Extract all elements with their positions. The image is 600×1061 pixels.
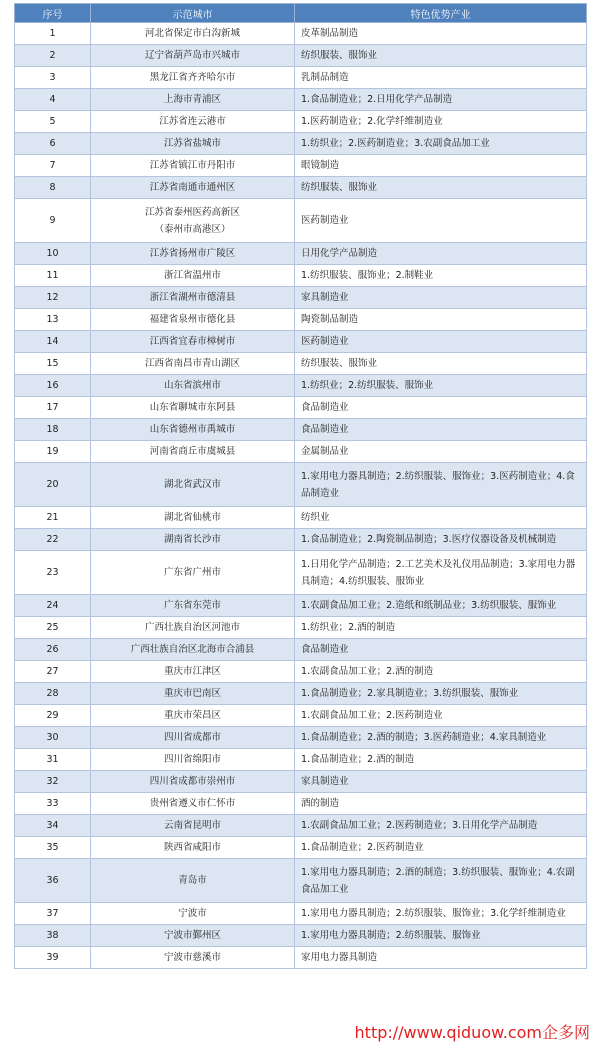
row-city: 宁波市慈溪市 bbox=[91, 947, 295, 969]
row-city: 宁波市 bbox=[91, 903, 295, 925]
row-industry: 日用化学产品制造 bbox=[295, 243, 587, 265]
row-number: 21 bbox=[15, 507, 91, 529]
row-city: 江苏省扬州市广陵区 bbox=[91, 243, 295, 265]
table-row bbox=[15, 287, 587, 309]
table-row bbox=[15, 683, 587, 705]
table-row bbox=[15, 749, 587, 771]
row-industry: 食品制造业 bbox=[295, 419, 587, 441]
table-row bbox=[15, 441, 587, 463]
row-number: 36 bbox=[15, 859, 91, 903]
row-industry: 1.农副食品加工业；2.酒的制造 bbox=[295, 661, 587, 683]
row-industry: 陶瓷制品制造 bbox=[295, 309, 587, 331]
table-row bbox=[15, 661, 587, 683]
row-number: 31 bbox=[15, 749, 91, 771]
row-city: 江苏省南通市通州区 bbox=[91, 177, 295, 199]
row-number: 5 bbox=[15, 111, 91, 133]
row-industry: 1.日用化学产品制造；2.工艺美术及礼仪用品制造；3.家用电力器具制造；4.纺织服装、服饰业 bbox=[295, 551, 587, 595]
table-row bbox=[15, 859, 587, 903]
row-city: 四川省成都市崇州市 bbox=[91, 771, 295, 793]
row-number: 16 bbox=[15, 375, 91, 397]
industry-city-table bbox=[14, 3, 587, 969]
header-industry: 特色优势产业 bbox=[295, 4, 587, 23]
table-row bbox=[15, 529, 587, 551]
row-industry: 1.食品制造业；2.酒的制造 bbox=[295, 749, 587, 771]
row-number: 7 bbox=[15, 155, 91, 177]
row-city: 河北省保定市白沟新城 bbox=[91, 23, 295, 45]
table-row bbox=[15, 903, 587, 925]
row-number: 38 bbox=[15, 925, 91, 947]
row-city: 河南省商丘市虞城县 bbox=[91, 441, 295, 463]
row-industry: 1.农副食品加工业；2.造纸和纸制品业；3.纺织服装、服饰业 bbox=[295, 595, 587, 617]
row-industry: 1.纺织业；2.酒的制造 bbox=[295, 617, 587, 639]
table-row bbox=[15, 705, 587, 727]
table-row bbox=[15, 815, 587, 837]
table-row bbox=[15, 45, 587, 67]
city-table-container bbox=[14, 3, 586, 969]
row-industry: 眼镜制造 bbox=[295, 155, 587, 177]
row-number: 8 bbox=[15, 177, 91, 199]
row-number: 14 bbox=[15, 331, 91, 353]
row-industry: 家具制造业 bbox=[295, 287, 587, 309]
row-number: 2 bbox=[15, 45, 91, 67]
header-city: 示范城市 bbox=[91, 4, 295, 23]
row-industry: 1.家用电力器具制造；2.纺织服装、服饰业；3.医药制造业；4.食品制造业 bbox=[295, 463, 587, 507]
row-industry: 1.纺织业；2.医药制造业；3.农副食品加工业 bbox=[295, 133, 587, 155]
table-row bbox=[15, 89, 587, 111]
row-city: 重庆市荣昌区 bbox=[91, 705, 295, 727]
table-row bbox=[15, 375, 587, 397]
table-row bbox=[15, 595, 587, 617]
table-row bbox=[15, 23, 587, 45]
row-city: 浙江省温州市 bbox=[91, 265, 295, 287]
row-number: 26 bbox=[15, 639, 91, 661]
table-row bbox=[15, 771, 587, 793]
row-city: 黑龙江省齐齐哈尔市 bbox=[91, 67, 295, 89]
row-number: 29 bbox=[15, 705, 91, 727]
row-city: 福建省泉州市德化县 bbox=[91, 309, 295, 331]
table-row bbox=[15, 947, 587, 969]
table-row bbox=[15, 199, 587, 243]
row-city: 四川省绵阳市 bbox=[91, 749, 295, 771]
row-industry: 纺织服装、服饰业 bbox=[295, 177, 587, 199]
row-city: 广西壮族自治区北海市合浦县 bbox=[91, 639, 295, 661]
row-industry: 1.纺织业；2.纺织服装、服饰业 bbox=[295, 375, 587, 397]
row-number: 11 bbox=[15, 265, 91, 287]
table-row bbox=[15, 243, 587, 265]
row-city: 重庆市江津区 bbox=[91, 661, 295, 683]
row-industry: 纺织服装、服饰业 bbox=[295, 353, 587, 375]
table-row bbox=[15, 551, 587, 595]
row-number: 12 bbox=[15, 287, 91, 309]
row-industry: 1.纺织服装、服饰业；2.制鞋业 bbox=[295, 265, 587, 287]
table-body bbox=[15, 23, 587, 969]
row-number: 39 bbox=[15, 947, 91, 969]
table-row bbox=[15, 793, 587, 815]
row-city: 广东省广州市 bbox=[91, 551, 295, 595]
row-industry: 1.食品制造业；2.陶瓷制品制造；3.医疗仪器设备及机械制造 bbox=[295, 529, 587, 551]
table-row bbox=[15, 353, 587, 375]
row-city: 山东省德州市禹城市 bbox=[91, 419, 295, 441]
row-city: 青岛市 bbox=[91, 859, 295, 903]
row-city: 江苏省连云港市 bbox=[91, 111, 295, 133]
row-city: 湖北省武汉市 bbox=[91, 463, 295, 507]
row-industry: 纺织业 bbox=[295, 507, 587, 529]
row-industry: 1.食品制造业；2.医药制造业 bbox=[295, 837, 587, 859]
table-row bbox=[15, 111, 587, 133]
row-number: 13 bbox=[15, 309, 91, 331]
row-city: 湖北省仙桃市 bbox=[91, 507, 295, 529]
row-industry: 1.家用电力器具制造；2.纺织服装、服饰业 bbox=[295, 925, 587, 947]
row-number: 30 bbox=[15, 727, 91, 749]
table-row bbox=[15, 419, 587, 441]
row-number: 22 bbox=[15, 529, 91, 551]
table-row bbox=[15, 727, 587, 749]
table-row bbox=[15, 639, 587, 661]
row-number: 37 bbox=[15, 903, 91, 925]
row-number: 9 bbox=[15, 199, 91, 243]
row-industry: 酒的制造 bbox=[295, 793, 587, 815]
row-industry: 1.医药制造业；2.化学纤维制造业 bbox=[295, 111, 587, 133]
row-industry: 家用电力器具制造 bbox=[295, 947, 587, 969]
row-industry: 纺织服装、服饰业 bbox=[295, 45, 587, 67]
row-industry: 家具制造业 bbox=[295, 771, 587, 793]
row-industry: 1.家用电力器具制造；2.酒的制造；3.纺织服装、服饰业；4.农副食品加工业 bbox=[295, 859, 587, 903]
row-city: 江西省南昌市青山湖区 bbox=[91, 353, 295, 375]
row-number: 27 bbox=[15, 661, 91, 683]
row-industry: 食品制造业 bbox=[295, 397, 587, 419]
row-number: 33 bbox=[15, 793, 91, 815]
table-row bbox=[15, 177, 587, 199]
table-row bbox=[15, 837, 587, 859]
row-city: 辽宁省葫芦岛市兴城市 bbox=[91, 45, 295, 67]
row-city: 贵州省遵义市仁怀市 bbox=[91, 793, 295, 815]
row-city: 江苏省盐城市 bbox=[91, 133, 295, 155]
row-industry: 皮革制品制造 bbox=[295, 23, 587, 45]
table-row bbox=[15, 155, 587, 177]
row-number: 32 bbox=[15, 771, 91, 793]
row-industry: 医药制造业 bbox=[295, 199, 587, 243]
table-row bbox=[15, 397, 587, 419]
row-number: 15 bbox=[15, 353, 91, 375]
row-industry: 1.食品制造业；2.酒的制造；3.医药制造业；4.家具制造业 bbox=[295, 727, 587, 749]
table-row bbox=[15, 617, 587, 639]
row-city: 广东省东莞市 bbox=[91, 595, 295, 617]
row-number: 17 bbox=[15, 397, 91, 419]
row-number: 24 bbox=[15, 595, 91, 617]
row-city: 陕西省咸阳市 bbox=[91, 837, 295, 859]
row-city: 湖南省长沙市 bbox=[91, 529, 295, 551]
row-number: 34 bbox=[15, 815, 91, 837]
row-number: 4 bbox=[15, 89, 91, 111]
table-row bbox=[15, 133, 587, 155]
row-city: 广西壮族自治区河池市 bbox=[91, 617, 295, 639]
row-city: 山东省聊城市东阿县 bbox=[91, 397, 295, 419]
row-industry: 金属制品业 bbox=[295, 441, 587, 463]
row-number: 23 bbox=[15, 551, 91, 595]
row-city: 重庆市巴南区 bbox=[91, 683, 295, 705]
row-number: 3 bbox=[15, 67, 91, 89]
row-industry: 医药制造业 bbox=[295, 331, 587, 353]
row-industry: 1.农副食品加工业；2.医药制造业 bbox=[295, 705, 587, 727]
table-row bbox=[15, 331, 587, 353]
table-row bbox=[15, 265, 587, 287]
row-number: 6 bbox=[15, 133, 91, 155]
row-city: 江西省宜春市樟树市 bbox=[91, 331, 295, 353]
row-number: 28 bbox=[15, 683, 91, 705]
row-industry: 1.食品制造业；2.日用化学产品制造 bbox=[295, 89, 587, 111]
table-row bbox=[15, 309, 587, 331]
row-industry: 1.农副食品加工业；2.医药制造业；3.日用化学产品制造 bbox=[295, 815, 587, 837]
row-city: 上海市青浦区 bbox=[91, 89, 295, 111]
row-number: 35 bbox=[15, 837, 91, 859]
row-number: 10 bbox=[15, 243, 91, 265]
row-city: 浙江省湖州市德清县 bbox=[91, 287, 295, 309]
header-number: 序号 bbox=[15, 4, 91, 23]
row-city: 山东省滨州市 bbox=[91, 375, 295, 397]
row-industry: 1.食品制造业；2.家具制造业；3.纺织服装、服饰业 bbox=[295, 683, 587, 705]
row-city: 江苏省泰州医药高新区 （泰州市高港区） bbox=[91, 199, 295, 243]
row-city: 四川省成都市 bbox=[91, 727, 295, 749]
table-row bbox=[15, 463, 587, 507]
row-industry: 食品制造业 bbox=[295, 639, 587, 661]
table-row bbox=[15, 67, 587, 89]
row-city: 宁波市鄞州区 bbox=[91, 925, 295, 947]
site-watermark: http://www.qiduow.com企多网 bbox=[354, 1023, 590, 1042]
row-industry: 1.家用电力器具制造；2.纺织服装、服饰业；3.化学纤维制造业 bbox=[295, 903, 587, 925]
row-number: 19 bbox=[15, 441, 91, 463]
row-number: 1 bbox=[15, 23, 91, 45]
table-header-row bbox=[15, 4, 587, 23]
table-row bbox=[15, 925, 587, 947]
row-city: 云南省昆明市 bbox=[91, 815, 295, 837]
row-number: 25 bbox=[15, 617, 91, 639]
row-city: 江苏省镇江市丹阳市 bbox=[91, 155, 295, 177]
row-number: 18 bbox=[15, 419, 91, 441]
table-row bbox=[15, 507, 587, 529]
row-number: 20 bbox=[15, 463, 91, 507]
row-industry: 乳制品制造 bbox=[295, 67, 587, 89]
